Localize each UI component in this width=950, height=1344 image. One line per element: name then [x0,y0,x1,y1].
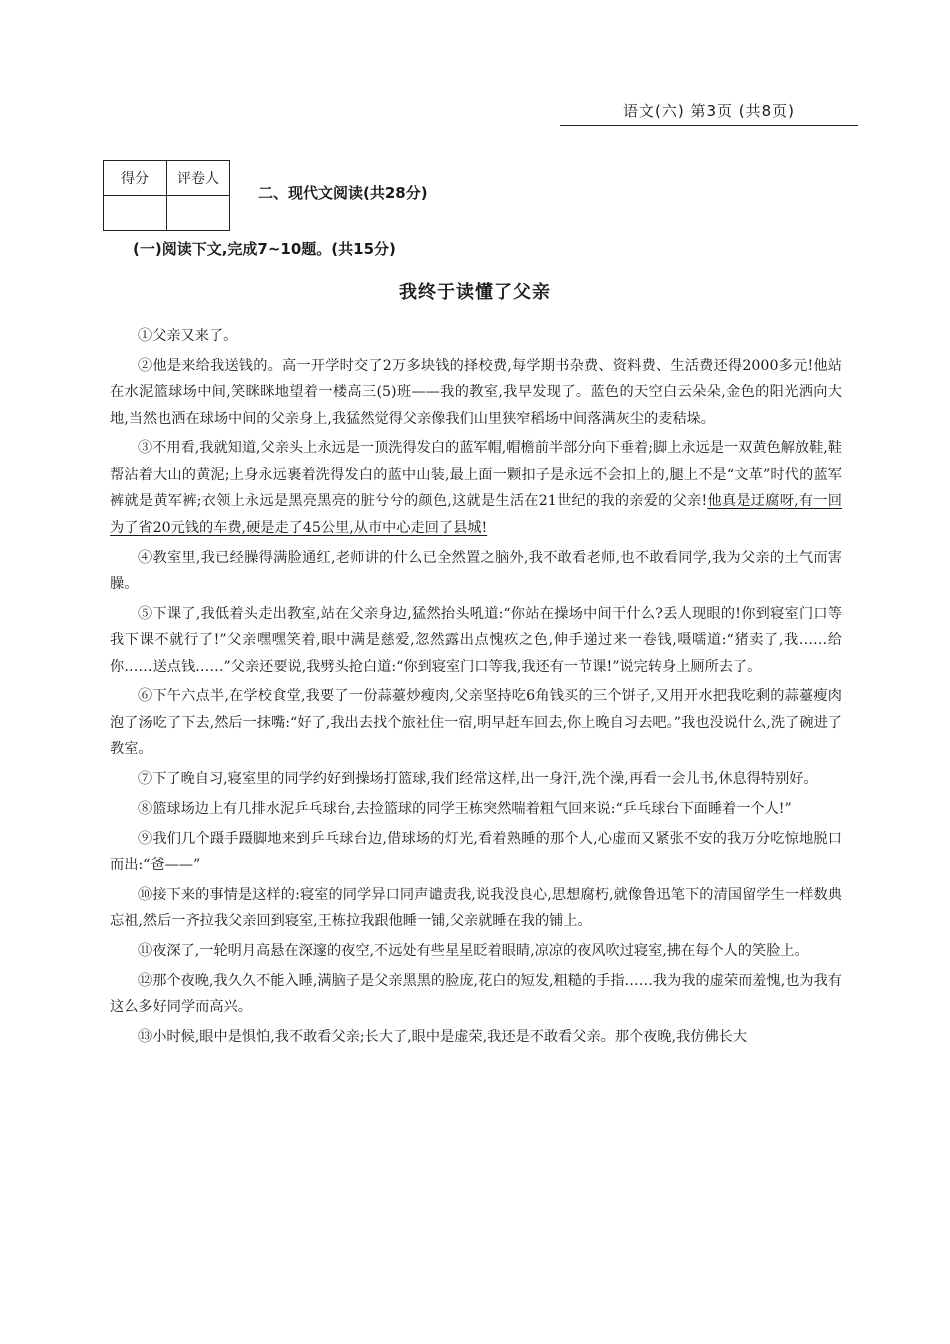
paragraph-3-text: ③不用看,我就知道,父亲头上永远是一顶洗得发白的蓝军帽,帽檐前半部分向下垂着;脚上永远是一双黄色解放鞋,鞋帮沾着大山的黄泥;上身永远裹着洗得发白的蓝中山装,最上面一颗扣子是永远不会扣上的,腿上不是“文革”时代的蓝军裤就是黄军裤;衣领上永远是黑亮黑亮的脏兮兮的颜色,这就是生活在21世纪的我的亲爱的父亲! [110,440,842,510]
paragraph-9: ⑨我们几个蹑手蹑脚地来到乒乓球台边,借球场的灯光,看着熟睡的那个人,心虚而又紧张不安的我万分吃惊地脱口而出:“爸——” [110,830,842,873]
section-title: 二、现代文阅读(共28分) [258,184,428,202]
paragraph-12: ⑫那个夜晚,我久久不能入睡,满脑子是父亲黑黑的脸庞,花白的短发,粗糙的手指……我为我的虚荣而羞愧,也为我有这么多好同学而高兴。 [110,972,842,1016]
score-cell [104,196,167,231]
paragraph-3 [110,435,842,541]
article-body [110,323,842,1053]
paragraph-5: ⑤下课了,我低着头走出教室,站在父亲身边,猛然抬头吼道:“你站在操场中间干什么?丢人现眼的!你到寝室门口等我下课不就行了!”父亲嘿嘿笑着,眼中满是慈爱,忽然露出点愧疚之色,伸手递过来一卷钱,嗫嚅道:“猪卖了,我……给你……送点钱……”父亲还要说,我劈头抢白道:“你到寝室门口等我,我还有一节课!”说完转身上厕所去了。 [110,605,842,675]
paragraph-2: ②他是来给我送钱的。高一开学时交了2万多块钱的择校费,每学期书杂费、资料费、生活费还得2000多元!他站在水泥篮球场中间,笑眯眯地望着一楼高三(5)班——我的教室,我早发现了。蓝色的天空白云朵朵,金色的阳光洒向大地,当然也洒在球场中间的父亲身上,我猛然觉得父亲像我们山里狭窄稻场中间落满灰尘的麦秸垛。 [110,357,842,427]
paragraph-11: ⑪夜深了,一轮明月高悬在深邃的夜空,不远处有些星星眨着眼睛,凉凉的夜风吹过寝室,拂在每个人的笑脸上。 [138,942,809,959]
underlined-sentence: 他真是迂腐呀,有一回为了省20元钱的车费,硬是走了45公里,从市中心走回了县城! [110,493,842,536]
score-label: 得分 [104,161,167,196]
article-title: 我终于读懂了父亲 [399,282,551,303]
grader-cell [167,196,230,231]
page-header: 语文(六) 第3页 (共8页) [560,100,858,126]
paragraph-6: ⑥下午六点半,在学校食堂,我要了一份蒜薹炒瘦肉,父亲坚持吃6角钱买的三个饼子,又用开水把我吃剩的蒜薹瘦肉泡了汤吃了下去,然后一抹嘴:“好了,我出去找个旅社住一宿,明早赶车回去,你上晚自习去吧。”我也没说什么,洗了碗进了教室。 [110,688,842,758]
paragraph-8: ⑧篮球场边上有几排水泥乒乓球台,去捡篮球的同学王栋突然喘着粗气回来说:“乒乓球台下面睡着一个人!” [138,800,792,817]
paragraph-1: ①父亲又来了。 [138,328,238,344]
paragraph-7: ⑦下了晚自习,寝室里的同学约好到操场打篮球,我们经常这样,出一身汗,洗个澡,再看一会儿书,休息得特别好。 [138,771,818,788]
paragraph-4: ④教室里,我已经臊得满脸通红,老师讲的什么已全然置之脑外,我不敢看老师,也不敢看同学,我为父亲的土气而害臊。 [110,549,842,593]
subsection-title: (一)阅读下文,完成7~10题。(共15分) [133,240,396,258]
paragraph-13: ⑬小时候,眼中是惧怕,我不敢看父亲;长大了,眼中是虚荣,我还是不敢看父亲。那个夜晚,我仿佛长大 [138,1028,748,1045]
score-table [103,160,230,231]
paragraph-10: ⑩接下来的事情是这样的:寝室的同学异口同声谴责我,说我没良心,思想腐朽,就像鲁迅笔下的清国留学生一样数典忘祖,然后一齐拉我父亲回到寝室,王栋拉我跟他睡一铺,父亲就睡在我的铺上。 [110,886,842,930]
grader-label: 评卷人 [167,161,230,196]
